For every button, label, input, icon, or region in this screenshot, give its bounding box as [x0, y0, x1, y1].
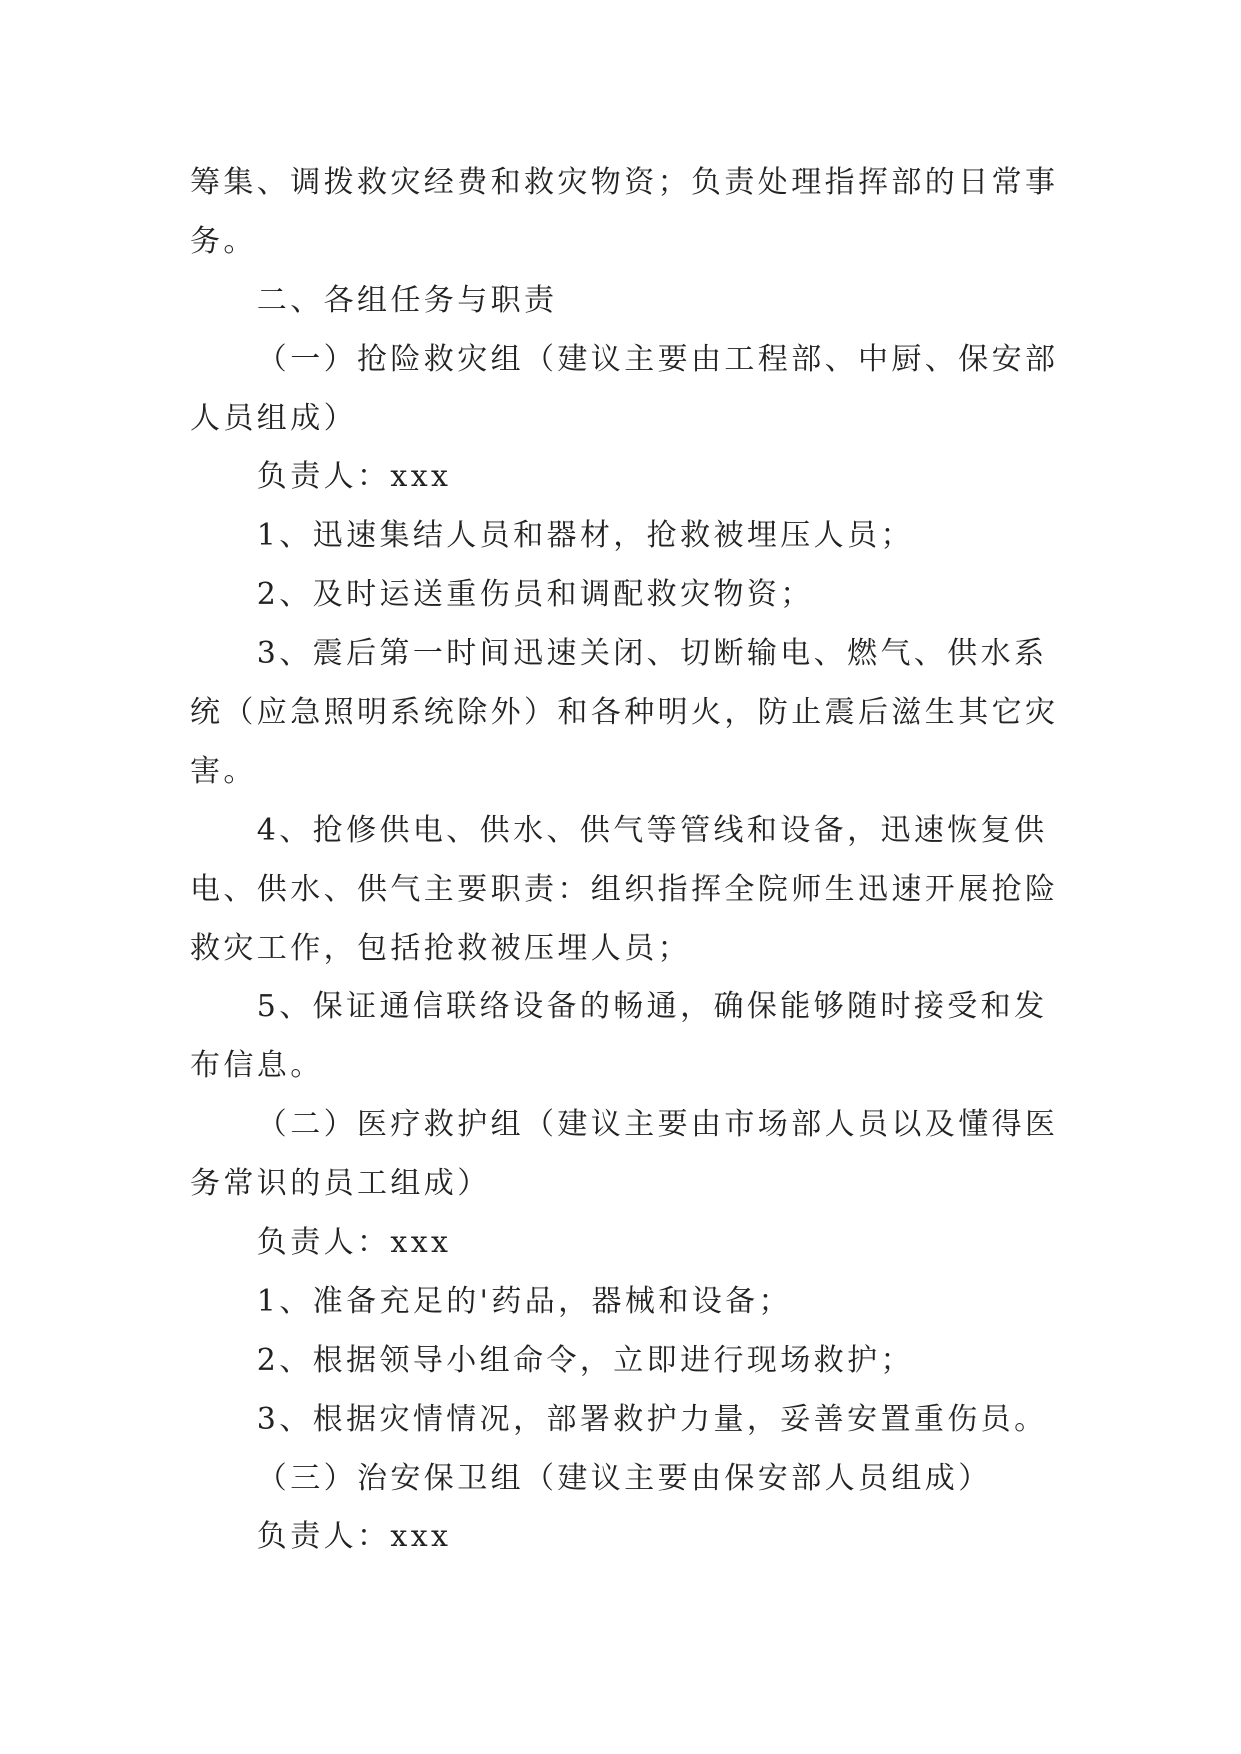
- text-line: 1、迅速集结人员和器材，抢救被埋压人员；: [256, 518, 914, 554]
- text-line: 3、震后第一时间迅速关闭、切断输电、燃气、供水系: [256, 636, 1048, 672]
- text-line: 2、根据领导小组命令，立即进行现场救护；: [256, 1342, 914, 1378]
- text-line: 电、供水、供气主要职责：组织指挥全院师生迅速开展抢险: [190, 871, 1059, 907]
- responsible-person: [190, 1214, 1070, 1273]
- text-line: 3、根据灾情情况，部署救护力量，妥善安置重伤员。: [256, 1401, 1048, 1437]
- text-line: 1、准备充足的'药品，器械和设备；: [256, 1283, 792, 1319]
- text-line: 救灾工作，包括抢救被压埋人员；: [190, 930, 691, 966]
- text-line: 4、抢修供电、供水、供气等管线和设备，迅速恢复供: [256, 812, 1048, 848]
- duty-item: [190, 1332, 1070, 1391]
- text-line: 5、保证通信联络设备的畅通，确保能够随时接受和发: [256, 989, 1048, 1025]
- text-line: 负责人：xxx: [256, 459, 452, 495]
- responsible-person: [190, 1508, 1070, 1567]
- duty-item: [190, 1391, 1070, 1450]
- text-line: （三）治安保卫组（建议主要由保安部人员组成）: [256, 1460, 992, 1496]
- text-line: 2、及时运送重伤员和调配救灾物资；: [256, 577, 814, 613]
- text-line: 负责人：xxx: [256, 1519, 452, 1555]
- duty-item: [190, 1273, 1070, 1332]
- group-heading-security: [190, 1450, 1070, 1509]
- text-line: 务。: [190, 223, 257, 259]
- text-line: 务常识的员工组成）: [190, 1166, 491, 1202]
- duty-item: [190, 802, 1070, 979]
- group-heading-medical: [190, 1096, 1070, 1214]
- text-line: 二、各组任务与职责: [256, 282, 558, 318]
- group-heading-rescue: [190, 331, 1070, 449]
- paragraph-continuation: [190, 154, 1070, 272]
- duty-item: [190, 625, 1070, 802]
- duty-item: [190, 566, 1070, 625]
- text-line: （二）医疗救护组（建议主要由市场部人员以及懂得医: [256, 1107, 1059, 1143]
- text-line: 筹集、调拨救灾经费和救灾物资；负责处理指挥部的日常事: [190, 165, 1059, 200]
- duty-item: [190, 507, 1070, 566]
- text-line: 布信息。: [190, 1048, 324, 1084]
- text-line: （一）抢险救灾组（建议主要由工程部、中厨、保安部: [256, 341, 1059, 377]
- text-line: 人员组成）: [190, 400, 357, 436]
- document-body: [190, 154, 1070, 1567]
- text-line: 统（应急照明系统除外）和各种明火，防止震后滋生其它灾: [190, 695, 1059, 731]
- section-heading: [190, 272, 1070, 331]
- text-line: 害。: [190, 753, 257, 789]
- text-line: 负责人：xxx: [256, 1225, 452, 1261]
- duty-item: [190, 978, 1070, 1096]
- responsible-person: [190, 448, 1070, 507]
